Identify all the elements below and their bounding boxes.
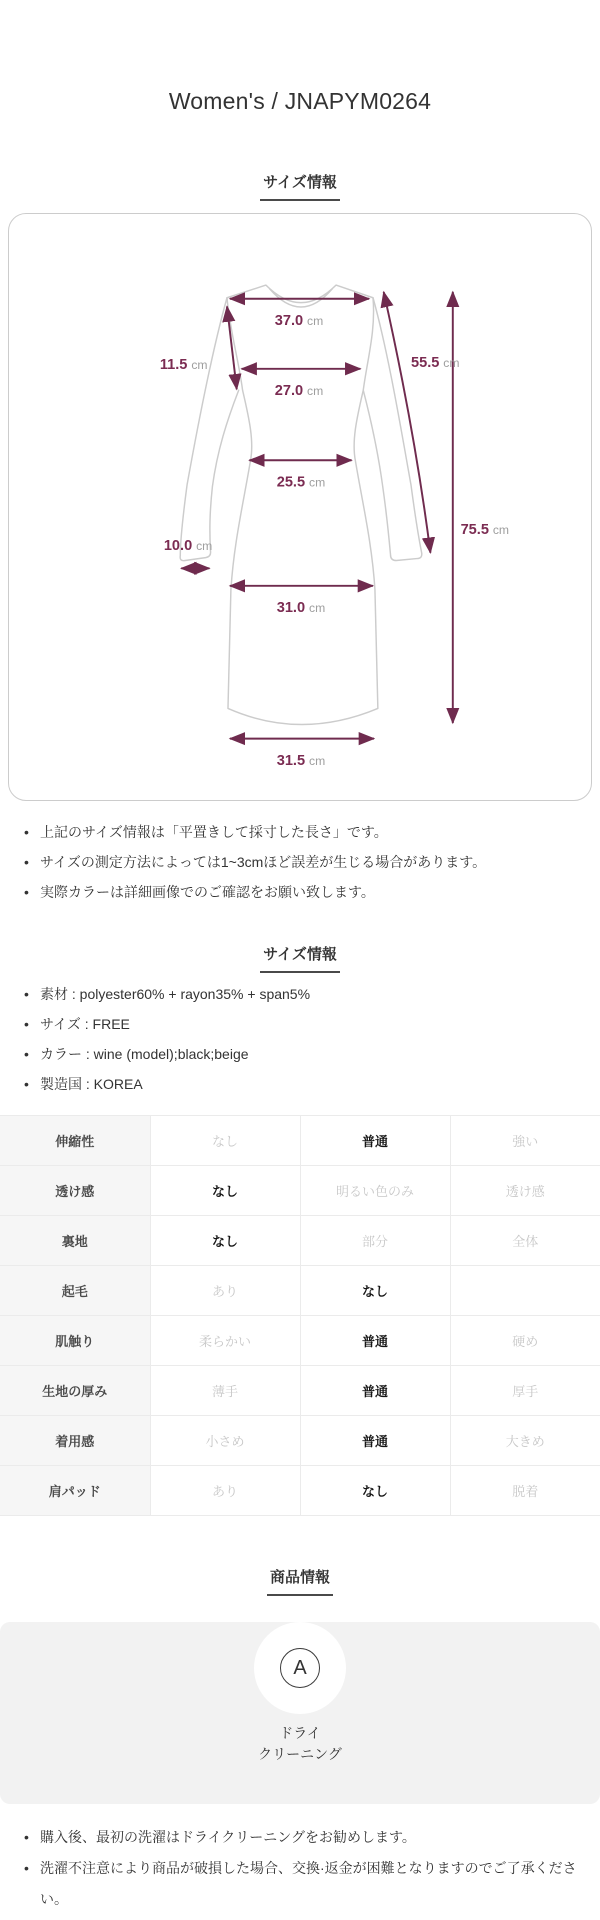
size-section-title: サイズ情報	[260, 171, 340, 201]
note-item: • 製造国 : KOREA	[0, 1069, 586, 1099]
size-section-header	[0, 171, 600, 201]
attribute-row	[0, 1116, 600, 1166]
attribute-label: 裏地	[0, 1216, 150, 1266]
size-notes-list	[0, 817, 600, 907]
attribute-row	[0, 1466, 600, 1516]
waist-measure-label: 25.5 cm	[276, 474, 326, 491]
attribute-option: あり	[150, 1266, 300, 1316]
note-item: • カラー : wine (model);black;beige	[0, 1039, 586, 1069]
note-item: • 洗濯不注意により商品が破損した場合、交換·返金が困難となりますのでご了承ください。	[0, 1853, 586, 1915]
attribute-option-selected: 普通	[300, 1316, 450, 1366]
attribute-option-selected: なし	[300, 1266, 450, 1316]
info-section-title: サイズ情報	[260, 943, 340, 973]
sleeve-measure-label: 55.5 cm	[411, 354, 460, 371]
attribute-option-selected: 普通	[300, 1366, 450, 1416]
note-item: • 上記のサイズ情報は「平置きして採寸した長さ」です。	[0, 817, 586, 847]
attribute-option: 強い	[450, 1116, 600, 1166]
care-label-line2: クリーニング	[258, 1746, 342, 1762]
attribute-option-selected: なし	[150, 1216, 300, 1266]
measurement-labels	[160, 313, 509, 769]
attribute-option-selected: 普通	[300, 1416, 450, 1466]
shoulder-measure-label: 37.0 cm	[274, 313, 324, 330]
attribute-option: 全体	[450, 1216, 600, 1266]
attribute-label: 肌触り	[0, 1316, 150, 1366]
dress-outline	[180, 285, 422, 724]
note-item: • サイズの測定方法によっては1~3cmほど誤差が生じる場合があります。	[0, 847, 586, 877]
chest-measure-label: 27.0 cm	[274, 383, 324, 400]
product-details-list	[0, 979, 600, 1099]
cuff-measure-label: 10.0 cm	[163, 537, 213, 554]
attribute-label: 着用感	[0, 1416, 150, 1466]
attribute-option: 透け感	[450, 1166, 600, 1216]
attribute-option	[450, 1266, 600, 1316]
dress-body	[227, 285, 378, 724]
care-icon-letter: A	[293, 1656, 307, 1679]
hem-measure-label: 31.5 cm	[276, 752, 326, 769]
attribute-label: 伸縮性	[0, 1116, 150, 1166]
attribute-table	[0, 1115, 600, 1516]
size-diagram-box	[8, 213, 592, 801]
attribute-row	[0, 1266, 600, 1316]
attribute-row	[0, 1216, 600, 1266]
attribute-option: 柔らかい	[150, 1316, 300, 1366]
attribute-row	[0, 1366, 600, 1416]
attribute-option: 薄手	[150, 1366, 300, 1416]
attribute-option: 部分	[300, 1216, 450, 1266]
attribute-option: 小さめ	[150, 1416, 300, 1466]
care-label-line1: ドライ	[279, 1725, 321, 1741]
note-item: • 実際カラーは詳細画像でのご確認をお願い致します。	[0, 877, 586, 907]
sleeve-measure-line	[384, 292, 431, 553]
hip-measure-label: 31.0 cm	[276, 600, 326, 617]
armhole-measure-label: 11.5 cm	[159, 356, 208, 373]
dry-cleaning-a-symbol	[280, 1648, 320, 1688]
attribute-table-body	[0, 1116, 600, 1516]
attribute-option: なし	[150, 1116, 300, 1166]
product-section-title: 商品情報	[267, 1566, 333, 1596]
note-item: • 素材 : polyester60% + rayon35% + span5%	[0, 979, 586, 1009]
note-item: • サイズ : FREE	[0, 1009, 586, 1039]
attribute-label: 肩パッド	[0, 1466, 150, 1516]
attribute-label: 生地の厚み	[0, 1366, 150, 1416]
attribute-option: 脱着	[450, 1466, 600, 1516]
note-item: • 購入後、最初の洗濯はドライクリーニングをお勧めします。	[0, 1822, 586, 1853]
dry-cleaning-icon	[254, 1622, 346, 1714]
attribute-option: あり	[150, 1466, 300, 1516]
attribute-option: 明るい色のみ	[300, 1166, 450, 1216]
attribute-label: 起毛	[0, 1266, 150, 1316]
dress-measurement-diagram	[9, 214, 591, 800]
attribute-option: 大きめ	[450, 1416, 600, 1466]
attribute-option: 硬め	[450, 1316, 600, 1366]
product-section-header	[0, 1566, 600, 1596]
attribute-row	[0, 1166, 600, 1216]
attribute-row	[0, 1416, 600, 1466]
care-instructions-box	[0, 1622, 600, 1804]
info-section-header	[0, 943, 600, 973]
care-label	[0, 1723, 600, 1765]
care-notes-list	[0, 1822, 600, 1915]
page-title: Women's / JNAPYM0264	[168, 88, 432, 114]
attribute-row	[0, 1316, 600, 1366]
length-measure-label: 75.5 cm	[460, 522, 510, 539]
attribute-option-selected: なし	[150, 1166, 300, 1216]
attribute-option-selected: なし	[300, 1466, 450, 1516]
attribute-label: 透け感	[0, 1166, 150, 1216]
attribute-option-selected: 普通	[300, 1116, 450, 1166]
attribute-option: 厚手	[450, 1366, 600, 1416]
